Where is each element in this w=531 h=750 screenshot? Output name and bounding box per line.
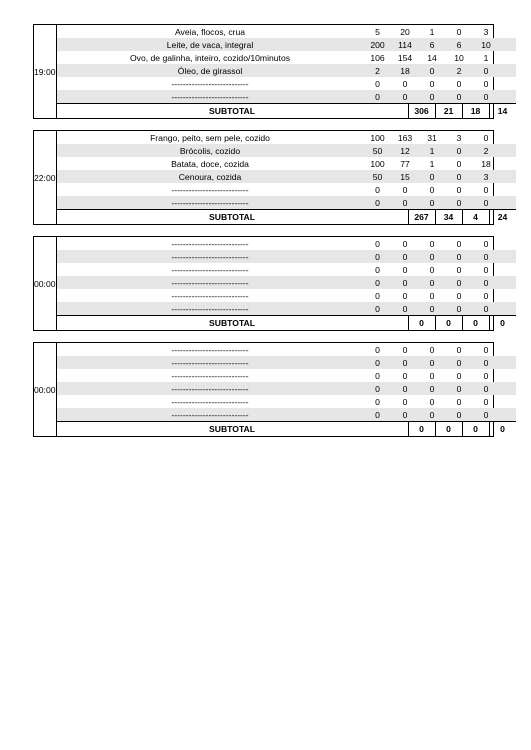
kcal-cell: 114 [398, 39, 412, 50]
fat-cell: 0 [456, 184, 462, 195]
food-name: Batata, doce, cozida [171, 158, 249, 169]
food-row [57, 170, 516, 183]
subtotal-kcal: 267 [409, 210, 436, 224]
kcal-cell: 77 [400, 158, 410, 169]
fat-cell: 0 [456, 409, 462, 420]
quantity-cell: 0 [375, 238, 380, 249]
kcal-cell: 163 [397, 132, 413, 143]
meal-plan [33, 24, 508, 448]
protein-cell: 0 [429, 303, 435, 314]
fat-cell: 0 [456, 197, 462, 208]
protein-cell: 0 [429, 409, 435, 420]
kcal-cell: 12 [400, 145, 410, 156]
subtotal-label: SUBTOTAL [57, 422, 409, 436]
protein-cell: 0 [429, 91, 435, 102]
kcal-cell: 0 [402, 78, 408, 89]
quantity-cell: 100 [370, 158, 385, 169]
subtotal-carb: 24 [497, 212, 508, 222]
quantity-cell: 50 [372, 171, 383, 182]
quantity-cell: 106 [370, 52, 385, 63]
food-name: --------------------------- [171, 277, 249, 288]
subtotal-fat: 4 [463, 210, 490, 224]
kcal-cell: 0 [402, 184, 408, 195]
food-name: --------------------------- [171, 383, 249, 394]
quantity-cell: 0 [375, 78, 380, 89]
protein-cell: 0 [429, 344, 435, 355]
protein-cell: 14 [427, 52, 437, 63]
fat-cell: 0 [456, 158, 462, 169]
kcal-cell: 0 [402, 277, 408, 288]
fat-cell: 0 [456, 303, 462, 314]
quantity-cell: 2 [375, 65, 380, 76]
protein-cell: 0 [429, 238, 435, 249]
fat-cell: 0 [456, 344, 462, 355]
food-name: --------------------------- [171, 197, 249, 208]
carb-cell: 1 [483, 52, 489, 63]
fat-cell: 3 [456, 132, 462, 143]
meal-time: 19:00 [34, 25, 57, 118]
carb-cell: 0 [483, 184, 489, 195]
meal-time: 22:00 [34, 131, 57, 224]
protein-cell: 0 [429, 277, 435, 288]
food-row [57, 77, 516, 90]
kcal-cell: 0 [402, 91, 408, 102]
protein-cell: 0 [429, 370, 435, 381]
subtotal-label: SUBTOTAL [57, 316, 409, 330]
subtotal-row [57, 209, 516, 224]
meal-block [33, 130, 508, 225]
food-row [57, 144, 516, 157]
food-row [57, 276, 516, 289]
quantity-cell: 0 [375, 383, 380, 394]
food-name: --------------------------- [171, 344, 249, 355]
carb-cell: 10 [481, 39, 491, 50]
food-row [57, 395, 516, 408]
carb-cell: 0 [483, 264, 489, 275]
fat-cell: 0 [456, 91, 462, 102]
carb-cell: 0 [483, 251, 489, 262]
quantity-cell: 200 [370, 39, 385, 50]
fat-cell: 10 [454, 52, 464, 63]
carb-cell: 0 [483, 383, 489, 394]
fat-cell: 0 [456, 251, 462, 262]
quantity-cell: 0 [375, 370, 380, 381]
food-name: --------------------------- [171, 357, 249, 368]
subtotal-protein: 0 [436, 316, 463, 330]
food-name: Óleo, de girassol [177, 65, 243, 76]
protein-cell: 31 [427, 132, 437, 143]
subtotal-protein: 0 [436, 422, 463, 436]
food-rows [57, 237, 516, 330]
kcal-cell: 0 [402, 197, 408, 208]
subtotal-row [57, 315, 516, 330]
kcal-cell: 18 [400, 65, 410, 76]
carb-cell: 0 [483, 91, 489, 102]
quantity-cell: 0 [375, 344, 380, 355]
fat-cell: 0 [456, 264, 462, 275]
food-row [57, 90, 516, 103]
quantity-cell: 0 [375, 396, 380, 407]
fat-cell: 0 [456, 357, 462, 368]
fat-cell: 2 [456, 65, 462, 76]
food-name: --------------------------- [171, 303, 249, 314]
food-name: --------------------------- [171, 409, 249, 420]
carb-cell: 3 [483, 171, 489, 182]
protein-cell: 1 [429, 158, 435, 169]
protein-cell: 0 [429, 357, 435, 368]
carb-cell: 18 [481, 158, 491, 169]
food-name: --------------------------- [171, 251, 249, 262]
food-name: --------------------------- [171, 91, 249, 102]
food-name: --------------------------- [171, 78, 249, 89]
fat-cell: 0 [456, 26, 462, 37]
food-row [57, 157, 516, 170]
food-row [57, 343, 516, 356]
food-rows [57, 25, 516, 118]
food-name: Leite, de vaca, integral [166, 39, 254, 50]
kcal-cell: 0 [402, 409, 408, 420]
fat-cell: 0 [456, 370, 462, 381]
protein-cell: 0 [429, 184, 435, 195]
carb-cell: 0 [483, 65, 489, 76]
protein-cell: 0 [429, 171, 435, 182]
meal-block [33, 24, 508, 119]
kcal-cell: 0 [402, 370, 408, 381]
subtotal-kcal: 0 [409, 316, 436, 330]
carb-cell: 3 [483, 26, 489, 37]
subtotal-fat: 18 [463, 104, 490, 118]
kcal-cell: 154 [397, 52, 413, 63]
quantity-cell: 0 [375, 409, 380, 420]
protein-cell: 0 [429, 197, 435, 208]
kcal-cell: 0 [402, 396, 408, 407]
subtotal-label: SUBTOTAL [57, 210, 409, 224]
fat-cell: 0 [456, 171, 462, 182]
meal-block [33, 342, 505, 437]
protein-cell: 0 [429, 264, 435, 275]
kcal-cell: 0 [402, 251, 408, 262]
quantity-cell: 5 [375, 26, 380, 37]
meal-time: 00:00 [34, 343, 57, 436]
protein-cell: 0 [429, 78, 435, 89]
food-row [57, 250, 516, 263]
subtotal-row [57, 103, 516, 118]
food-name: Frango, peito, sem pele, cozido [150, 132, 270, 143]
food-name: Brócolis, cozido [179, 145, 241, 156]
kcal-cell: 0 [402, 357, 408, 368]
subtotal-carb: 0 [500, 318, 505, 328]
protein-cell: 0 [429, 290, 435, 301]
food-name: --------------------------- [171, 238, 249, 249]
protein-cell: 0 [429, 396, 435, 407]
subtotal-fat: 0 [463, 422, 490, 436]
fat-cell: 6 [456, 39, 462, 50]
food-row [57, 263, 516, 276]
food-row [57, 183, 516, 196]
carb-cell: 0 [483, 290, 489, 301]
food-row [57, 51, 516, 64]
carb-cell: 0 [483, 409, 489, 420]
food-rows [57, 131, 516, 224]
quantity-cell: 0 [375, 91, 380, 102]
carb-cell: 0 [483, 396, 489, 407]
fat-cell: 0 [456, 277, 462, 288]
kcal-cell: 20 [400, 26, 410, 37]
food-name: Aveia, flocos, crua [174, 26, 246, 37]
quantity-cell: 0 [375, 184, 380, 195]
carb-cell: 0 [483, 238, 489, 249]
subtotal-label: SUBTOTAL [57, 104, 409, 118]
fat-cell: 0 [456, 145, 462, 156]
subtotal-protein: 21 [436, 104, 463, 118]
food-row [57, 64, 516, 77]
quantity-cell: 0 [375, 251, 380, 262]
subtotal-protein: 34 [436, 210, 463, 224]
fat-cell: 0 [456, 383, 462, 394]
food-row [57, 196, 516, 209]
food-row [57, 356, 516, 369]
quantity-cell: 0 [375, 357, 380, 368]
kcal-cell: 15 [400, 171, 410, 182]
kcal-cell: 0 [402, 344, 408, 355]
carb-cell: 0 [483, 370, 489, 381]
food-name: --------------------------- [171, 184, 249, 195]
carb-cell: 0 [483, 197, 489, 208]
food-row [57, 382, 516, 395]
food-row [57, 289, 516, 302]
food-row [57, 131, 516, 144]
fat-cell: 0 [456, 396, 462, 407]
food-row [57, 369, 516, 382]
subtotal-carb: 0 [500, 424, 505, 434]
subtotal-kcal: 0 [409, 422, 436, 436]
protein-cell: 1 [429, 145, 435, 156]
kcal-cell: 0 [402, 303, 408, 314]
protein-cell: 1 [429, 26, 435, 37]
food-row [57, 408, 516, 421]
carb-cell: 0 [483, 303, 489, 314]
quantity-cell: 0 [375, 277, 380, 288]
food-row [57, 237, 516, 250]
food-row [57, 25, 516, 38]
food-row [57, 302, 516, 315]
carb-cell: 2 [483, 145, 489, 156]
food-name: Cenoura, cozida [178, 171, 242, 182]
carb-cell: 0 [483, 132, 489, 143]
quantity-cell: 0 [375, 290, 380, 301]
kcal-cell: 0 [402, 383, 408, 394]
carb-cell: 0 [483, 357, 489, 368]
food-name: --------------------------- [171, 290, 249, 301]
protein-cell: 0 [429, 251, 435, 262]
subtotal-fat: 0 [463, 316, 490, 330]
quantity-cell: 50 [372, 145, 383, 156]
carb-cell: 0 [483, 78, 489, 89]
protein-cell: 0 [429, 383, 435, 394]
quantity-cell: 0 [375, 303, 380, 314]
fat-cell: 0 [456, 290, 462, 301]
food-name: Ovo, de galinha, inteiro, cozido/10minutos [129, 52, 291, 63]
quantity-cell: 100 [370, 132, 385, 143]
kcal-cell: 0 [402, 264, 408, 275]
food-row [57, 38, 516, 51]
food-rows [57, 343, 516, 436]
protein-cell: 0 [429, 65, 435, 76]
subtotal-kcal: 306 [409, 104, 436, 118]
protein-cell: 6 [429, 39, 435, 50]
food-name: --------------------------- [171, 396, 249, 407]
fat-cell: 0 [456, 78, 462, 89]
quantity-cell: 0 [375, 264, 380, 275]
kcal-cell: 0 [402, 290, 408, 301]
quantity-cell: 0 [375, 197, 380, 208]
kcal-cell: 0 [402, 238, 408, 249]
fat-cell: 0 [456, 238, 462, 249]
meal-time: 00:00 [34, 237, 57, 330]
subtotal-carb: 14 [497, 106, 508, 116]
carb-cell: 0 [483, 344, 489, 355]
subtotal-row [57, 421, 516, 436]
meal-block [33, 236, 505, 331]
food-name: --------------------------- [171, 264, 249, 275]
carb-cell: 0 [483, 277, 489, 288]
food-name: --------------------------- [171, 370, 249, 381]
